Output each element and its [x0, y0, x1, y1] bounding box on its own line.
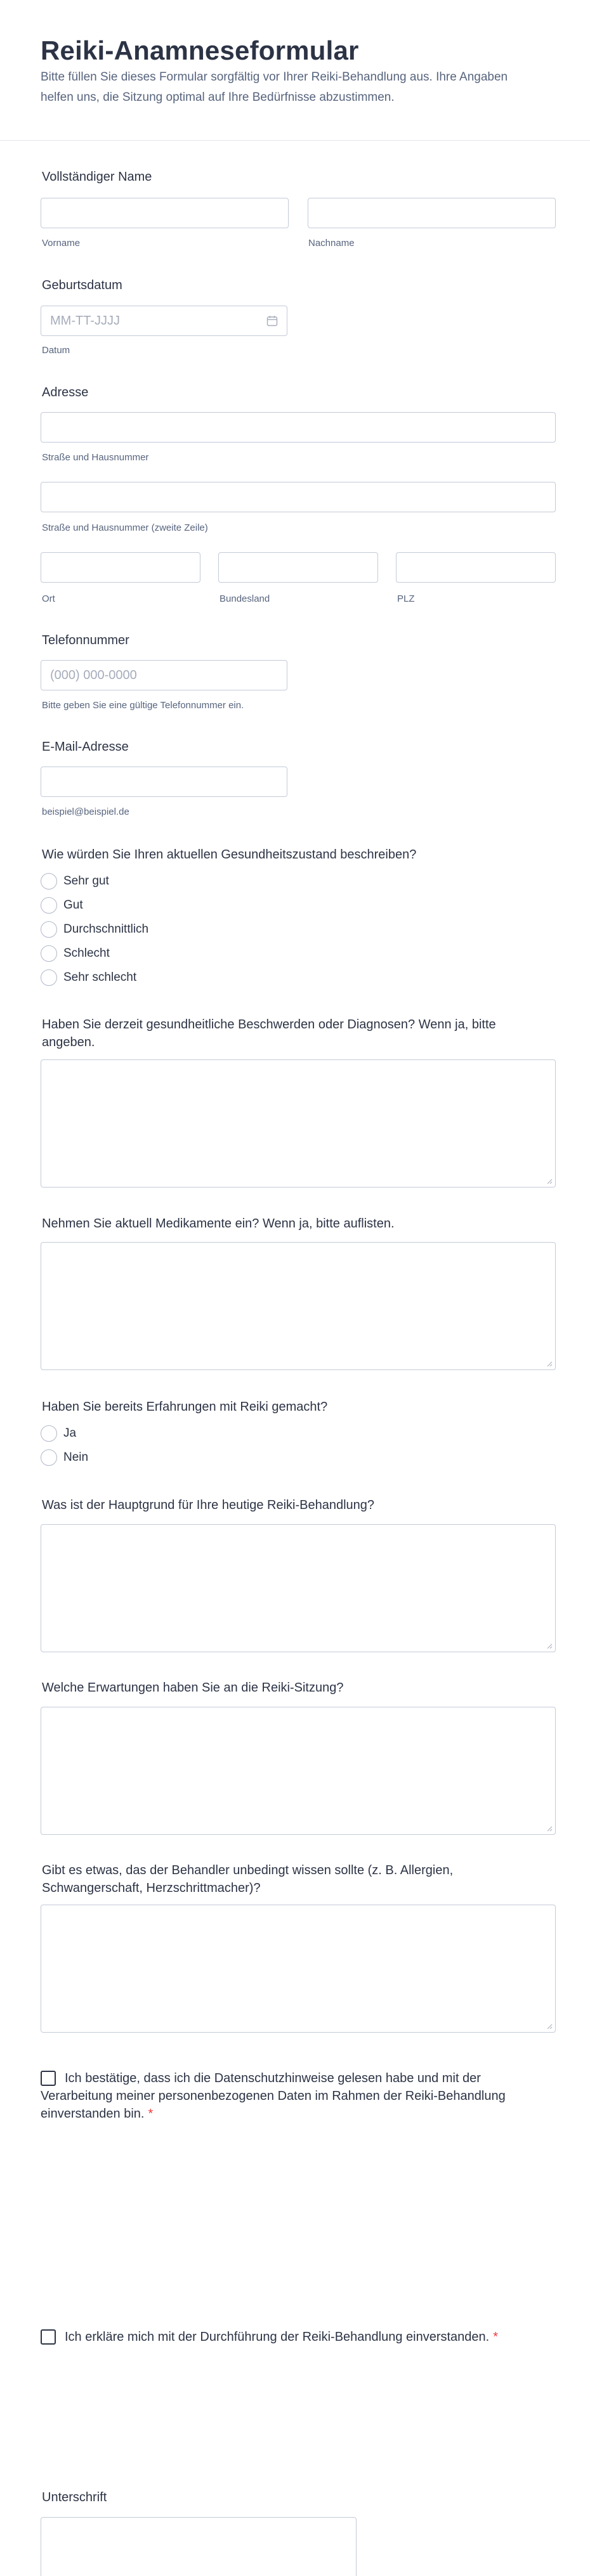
form-subtitle: Bitte füllen Sie dieses Formular sorgfältig vor Ihrer Reiki-Behandlung aus. Ihre Angaben helfen uns, die Sitzung optimal auf Ihre Bedürfnisse abzustimmen.	[41, 70, 508, 104]
complaints-textarea[interactable]	[41, 1059, 556, 1188]
radio-button[interactable]	[41, 1449, 57, 1466]
required-mark: *	[148, 2107, 154, 2121]
phone-sublabel: Bitte geben Sie eine gültige Telefonnummer ein.	[42, 700, 244, 711]
street2-input[interactable]	[41, 482, 556, 512]
resize-grip-icon[interactable]	[546, 2023, 553, 2029]
health-question: Wie würden Sie Ihren aktuellen Gesundheitszustand beschreiben?	[42, 848, 417, 862]
street-input[interactable]	[41, 412, 556, 443]
resize-grip-icon[interactable]	[546, 1178, 553, 1184]
health-option-label: Sehr gut	[63, 874, 109, 888]
privacy-consent	[41, 2069, 510, 2123]
city-input[interactable]	[41, 552, 200, 583]
health-option-label: Sehr schlecht	[63, 971, 137, 984]
zip-input[interactable]	[396, 552, 556, 583]
first-name-input[interactable]	[41, 198, 289, 228]
email-input[interactable]	[41, 767, 287, 797]
signature-pad[interactable]	[41, 2517, 357, 2576]
health-option-label: Durchschnittlich	[63, 922, 149, 936]
experience-option-label: Nein	[63, 1451, 89, 1464]
important-question: Gibt es etwas, das der Behandler unbedingt wissen sollte (z. B. Allergien, Schwangerschaft, Herzschrittmacher)?	[42, 1863, 454, 1895]
medication-textarea[interactable]	[41, 1242, 556, 1370]
medication-question: Nehmen Sie aktuell Medikamente ein? Wenn ja, bitte auflisten.	[42, 1217, 395, 1231]
email-sublabel: beispiel@beispiel.de	[42, 806, 129, 817]
radio-button[interactable]	[41, 897, 57, 914]
first-name-sublabel: Vorname	[42, 238, 81, 249]
important-textarea[interactable]	[41, 1905, 556, 2033]
last-name-sublabel: Nachname	[308, 238, 355, 249]
privacy-consent-text: Ich bestätige, dass ich die Datenschutzhinweise gelesen habe und mit der Verarbeitung meiner personenbezogenen Daten im Rahmen der Reiki-Behandlung einverstanden bin.	[41, 2071, 506, 2121]
radio-button[interactable]	[41, 873, 57, 890]
state-input[interactable]	[218, 552, 378, 583]
experience-option-label: Ja	[63, 1427, 77, 1440]
experience-question: Haben Sie bereits Erfahrungen mit Reiki gemacht?	[42, 1400, 328, 1414]
city-sublabel: Ort	[42, 593, 55, 604]
health-option-label: Schlecht	[63, 947, 110, 960]
radio-button[interactable]	[41, 969, 57, 986]
reason-textarea[interactable]	[41, 1524, 556, 1652]
state-sublabel: Bundesland	[220, 593, 270, 604]
birthdate-label: Geburtsdatum	[42, 278, 122, 292]
health-option-label: Gut	[63, 898, 83, 912]
phone-input[interactable]	[41, 660, 287, 690]
required-mark: *	[493, 2330, 499, 2344]
birthdate-input[interactable]	[41, 306, 287, 336]
name-label: Vollständiger Name	[42, 170, 152, 184]
address-label: Adresse	[42, 385, 89, 399]
expectations-question: Welche Erwartungen haben Sie an die Reiki-Sitzung?	[42, 1681, 344, 1695]
resize-grip-icon[interactable]	[546, 1361, 553, 1367]
form-title: Reiki-Anamneseformular	[41, 36, 359, 65]
signature-label: Unterschrift	[42, 2490, 107, 2504]
calendar-icon[interactable]	[266, 315, 278, 327]
phone-label: Telefonnummer	[42, 633, 129, 647]
birthdate-sublabel: Datum	[42, 345, 70, 356]
zip-sublabel: PLZ	[397, 593, 415, 604]
resize-grip-icon[interactable]	[546, 1825, 553, 1832]
street2-sublabel: Straße und Hausnummer (zweite Zeile)	[42, 522, 208, 533]
radio-button[interactable]	[41, 1425, 57, 1442]
reason-question: Was ist der Hauptgrund für Ihre heutige Reiki-Behandlung?	[42, 1498, 375, 1512]
last-name-input[interactable]	[308, 198, 556, 228]
form-header	[0, 0, 590, 141]
street-sublabel: Straße und Hausnummer	[42, 452, 149, 463]
treatment-consent-text: Ich erkläre mich mit der Durchführung der Reiki-Behandlung einverstanden.	[65, 2330, 490, 2344]
expectations-textarea[interactable]	[41, 1707, 556, 1835]
radio-button[interactable]	[41, 945, 57, 962]
phone-placeholder: (000) 000-0000	[50, 668, 137, 682]
radio-button[interactable]	[41, 921, 57, 938]
complaints-question: Haben Sie derzeit gesundheitliche Beschwerden oder Diagnosen? Wenn ja, bitte angeben.	[42, 1018, 496, 1049]
email-label: E-Mail-Adresse	[42, 740, 129, 754]
resize-grip-icon[interactable]	[546, 1643, 553, 1649]
treatment-consent	[41, 2328, 510, 2346]
birthdate-placeholder: MM-TT-JJJJ	[50, 314, 120, 328]
